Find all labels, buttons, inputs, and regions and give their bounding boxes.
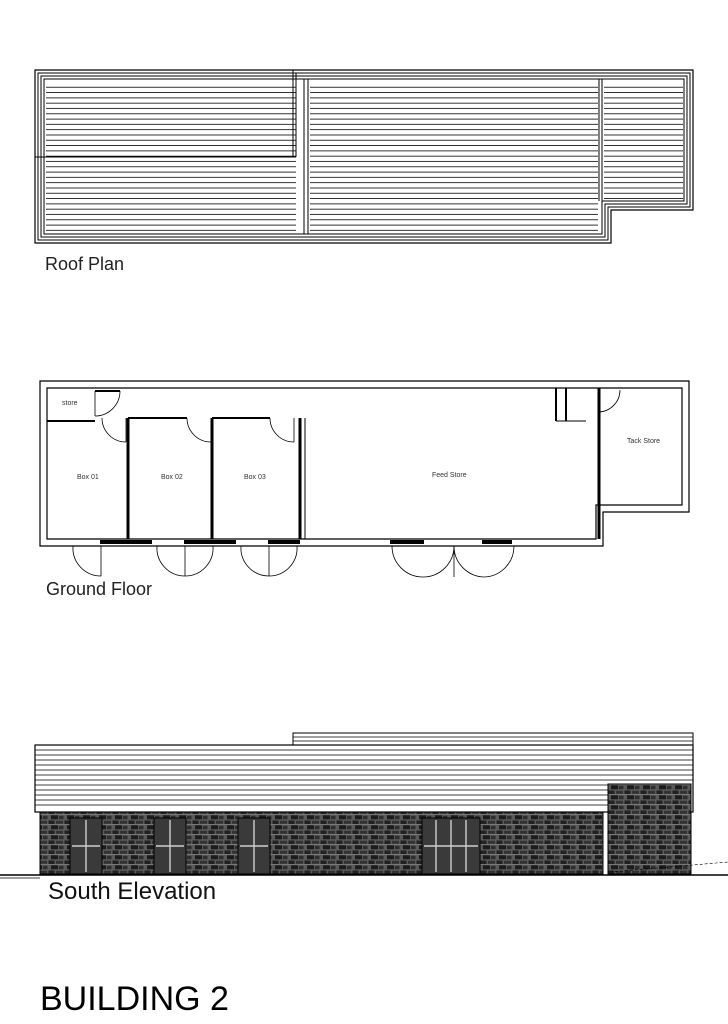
room-label-tack-store: Tack Store bbox=[627, 438, 661, 445]
room-label-store: store bbox=[62, 400, 78, 407]
south-elevation bbox=[0, 733, 728, 878]
room-label-box-03: Box 03 bbox=[244, 474, 266, 481]
south-elevation-title: South Elevation bbox=[48, 878, 217, 905]
room-label-box-01: Box 01 bbox=[77, 474, 99, 481]
room-label-feed-store: Feed Store bbox=[432, 472, 467, 479]
room-label-box-02: Box 02 bbox=[161, 474, 183, 481]
ground-floor-plan bbox=[40, 381, 689, 577]
ground-floor-title: Ground Floor bbox=[46, 579, 153, 599]
roof-plan bbox=[35, 70, 693, 243]
sheet-title: BUILDING 2 bbox=[40, 980, 229, 1018]
roof-plan-title: Roof Plan bbox=[45, 254, 125, 274]
